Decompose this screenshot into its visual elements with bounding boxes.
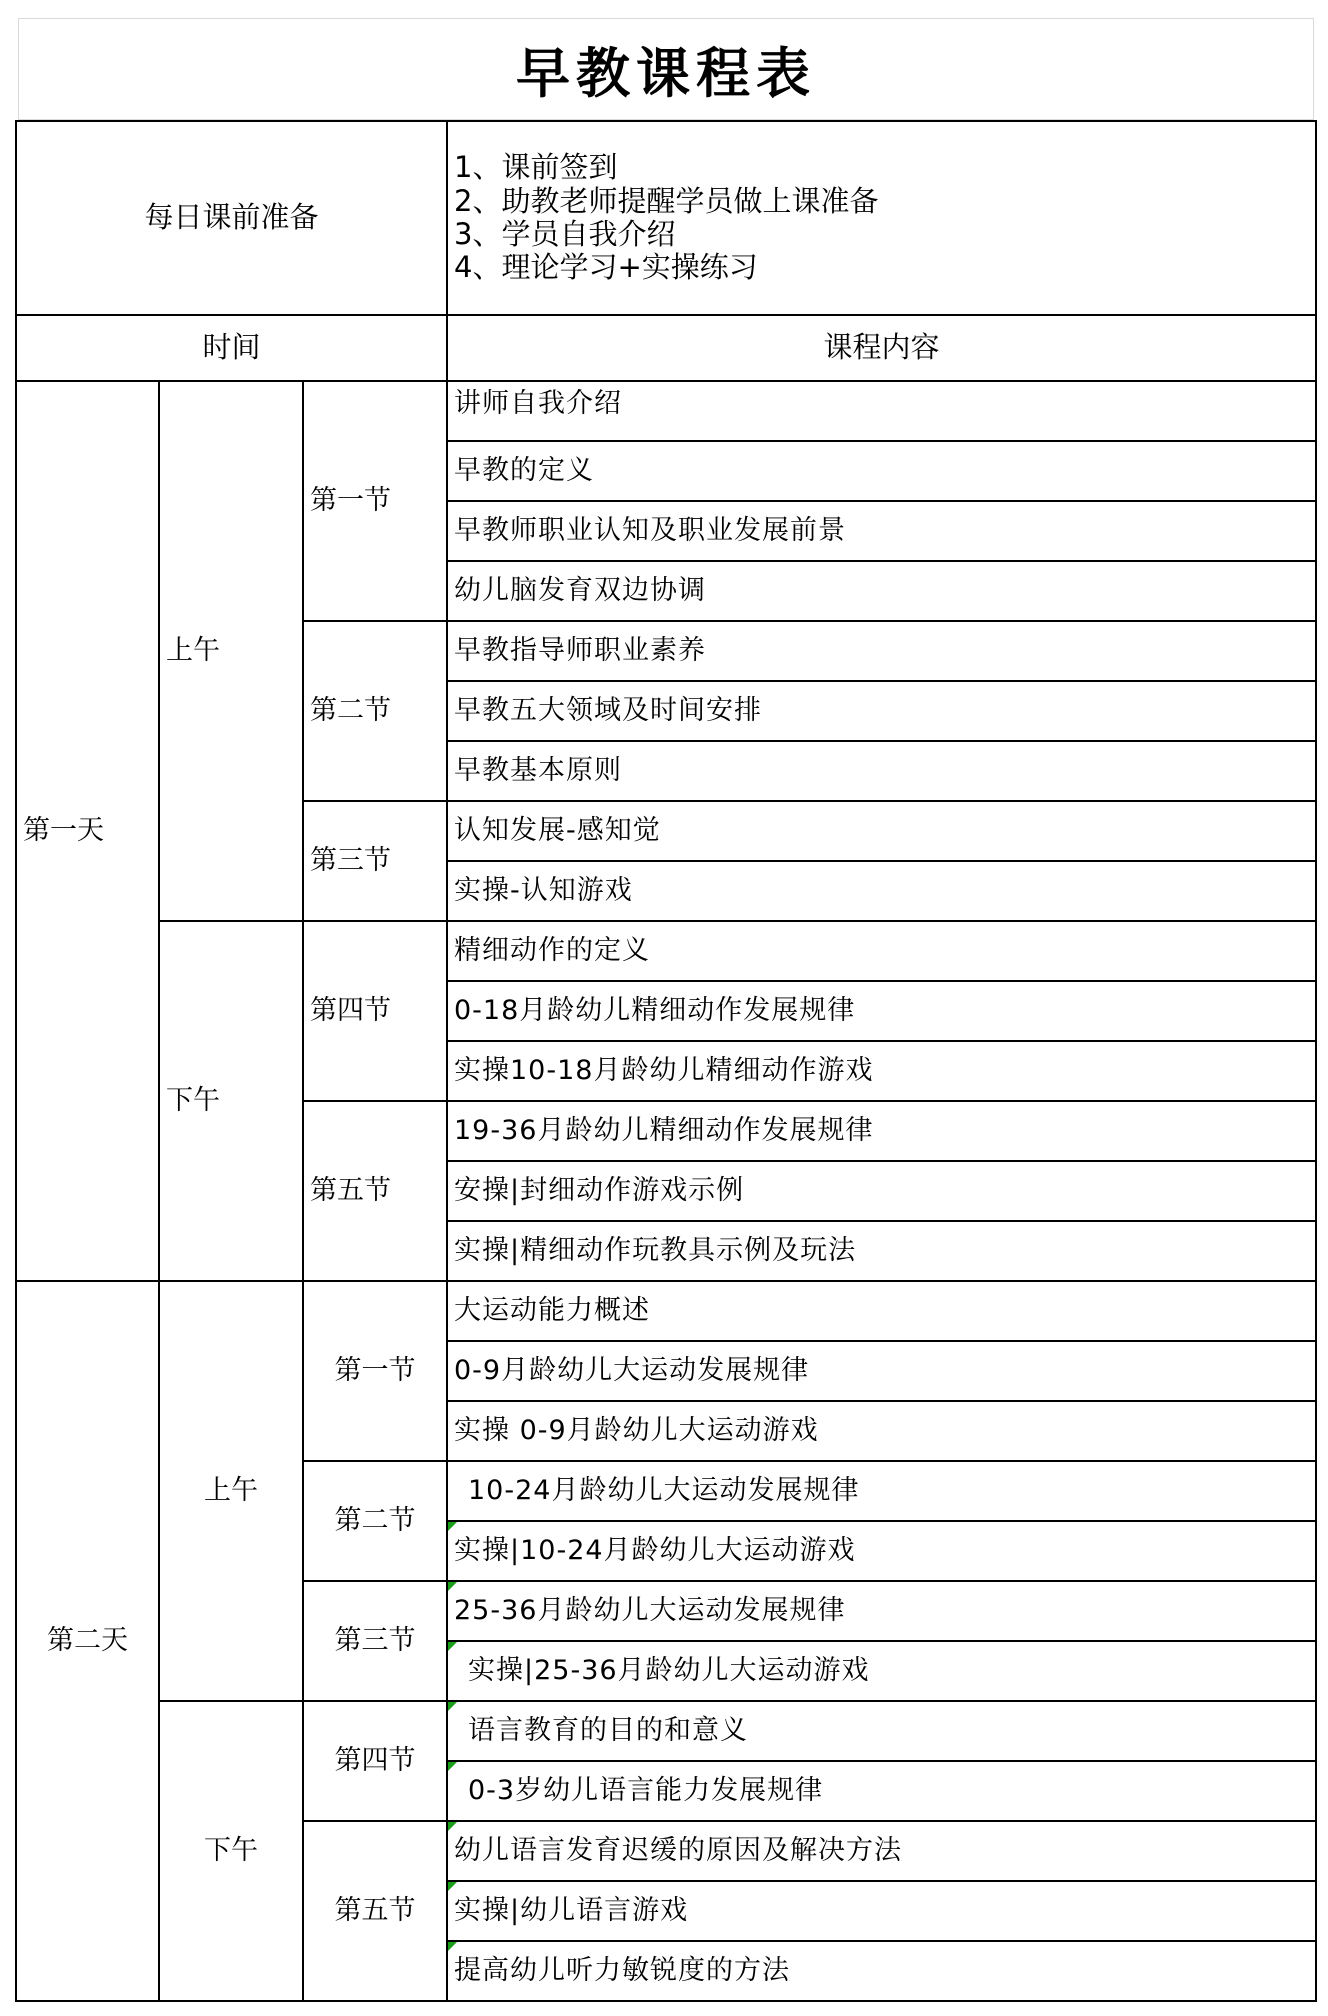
course-item [447,1821,1316,1881]
course-item-text: 提高幼儿听力敏锐度的方法 [454,1955,790,1987]
session-label: 第一节 [303,1281,447,1461]
course-item: 大运动能力概述 [447,1281,1316,1341]
course-item [447,1581,1316,1641]
prep-list [447,121,1316,315]
course-item-text: 实操|25-36月龄幼儿大运动游戏 [468,1655,870,1687]
comment-marker [448,1822,457,1831]
session-label: 第四节 [303,1701,447,1821]
comment-marker [448,1762,457,1771]
course-item-text: 实操|幼儿语言游戏 [454,1895,689,1927]
half-day-label: 上午 [159,1281,303,1701]
comment-marker [448,1702,457,1711]
comment-marker [448,1882,457,1891]
course-item: 实操10-18月龄幼儿精细动作游戏 [447,1041,1316,1101]
course-item [447,1881,1316,1941]
course-item: 早教五大领域及时间安排 [447,681,1316,741]
course-item [447,1521,1316,1581]
course-item [447,1761,1316,1821]
time-header: 时间 [16,315,447,381]
course-item: 10-24月龄幼儿大运动发展规律 [447,1461,1316,1521]
course-item: 早教师职业认知及职业发展前景 [447,501,1316,561]
header-row [16,315,1316,381]
course-item: 早教指导师职业素养 [447,621,1316,681]
course-item: 实操|精细动作玩教具示例及玩法 [447,1221,1316,1281]
table-row [16,381,1316,441]
session-label: 第四节 [303,921,447,1101]
course-item [447,1641,1316,1701]
course-item: 实操-认知游戏 [447,861,1316,921]
table-row [16,1281,1316,1341]
course-item: 早教的定义 [447,441,1316,501]
half-day-label: 下午 [159,921,303,1281]
session-label: 第五节 [303,1101,447,1281]
title-row [18,18,1314,120]
session-label: 第一节 [303,381,447,621]
course-item-text: 幼儿语言发育迟缓的原因及解决方法 [454,1835,902,1867]
course-item-text: 0-3岁幼儿语言能力发展规律 [468,1775,824,1807]
course-item: 19-36月龄幼儿精细动作发展规律 [447,1101,1316,1161]
course-item: 幼儿脑发育双边协调 [447,561,1316,621]
course-item [447,1941,1316,2001]
session-label: 第五节 [303,1821,447,2001]
day-label: 第一天 [16,381,159,1281]
table-row [16,1701,1316,1761]
page-title: 早教课程表 [516,41,816,105]
comment-marker [448,1522,457,1531]
comment-marker [448,1642,457,1651]
half-day-label: 下午 [159,1701,303,2001]
prep-item: 1、课前签到 [454,150,618,185]
course-item: 实操 0-9月龄幼儿大运动游戏 [447,1401,1316,1461]
comment-marker [448,1582,457,1591]
session-label: 第三节 [303,1581,447,1701]
schedule-table [15,120,1317,2002]
day-label: 第二天 [16,1281,159,2001]
course-item: 认知发展-感知觉 [447,801,1316,861]
content-header: 课程内容 [447,315,1316,381]
half-day-label: 上午 [159,381,303,921]
course-item: 0-18月龄幼儿精细动作发展规律 [447,981,1316,1041]
course-item: 讲师自我介绍 [447,381,1316,441]
course-item [447,1701,1316,1761]
course-item-text: 语言教育的目的和意义 [468,1715,748,1747]
session-label: 第二节 [303,1461,447,1581]
course-item-text: 25-36月龄幼儿大运动发展规律 [454,1595,846,1627]
session-label: 第三节 [303,801,447,921]
course-item-text: 实操|10-24月龄幼儿大运动游戏 [454,1535,856,1567]
prep-item: 4、理论学习+实操练习 [454,250,758,285]
course-item: 0-9月龄幼儿大运动发展规律 [447,1341,1316,1401]
prep-item: 2、助教老师提醒学员做上课准备 [454,183,879,218]
prep-label: 每日课前准备 [16,121,447,315]
course-item: 安操|封细动作游戏示例 [447,1161,1316,1221]
course-item: 早教基本原则 [447,741,1316,801]
prep-row [16,121,1316,315]
course-item: 精细动作的定义 [447,921,1316,981]
session-label: 第二节 [303,621,447,801]
table-row [16,921,1316,981]
comment-marker [448,1942,457,1951]
prep-item: 3、学员自我介绍 [454,217,676,251]
